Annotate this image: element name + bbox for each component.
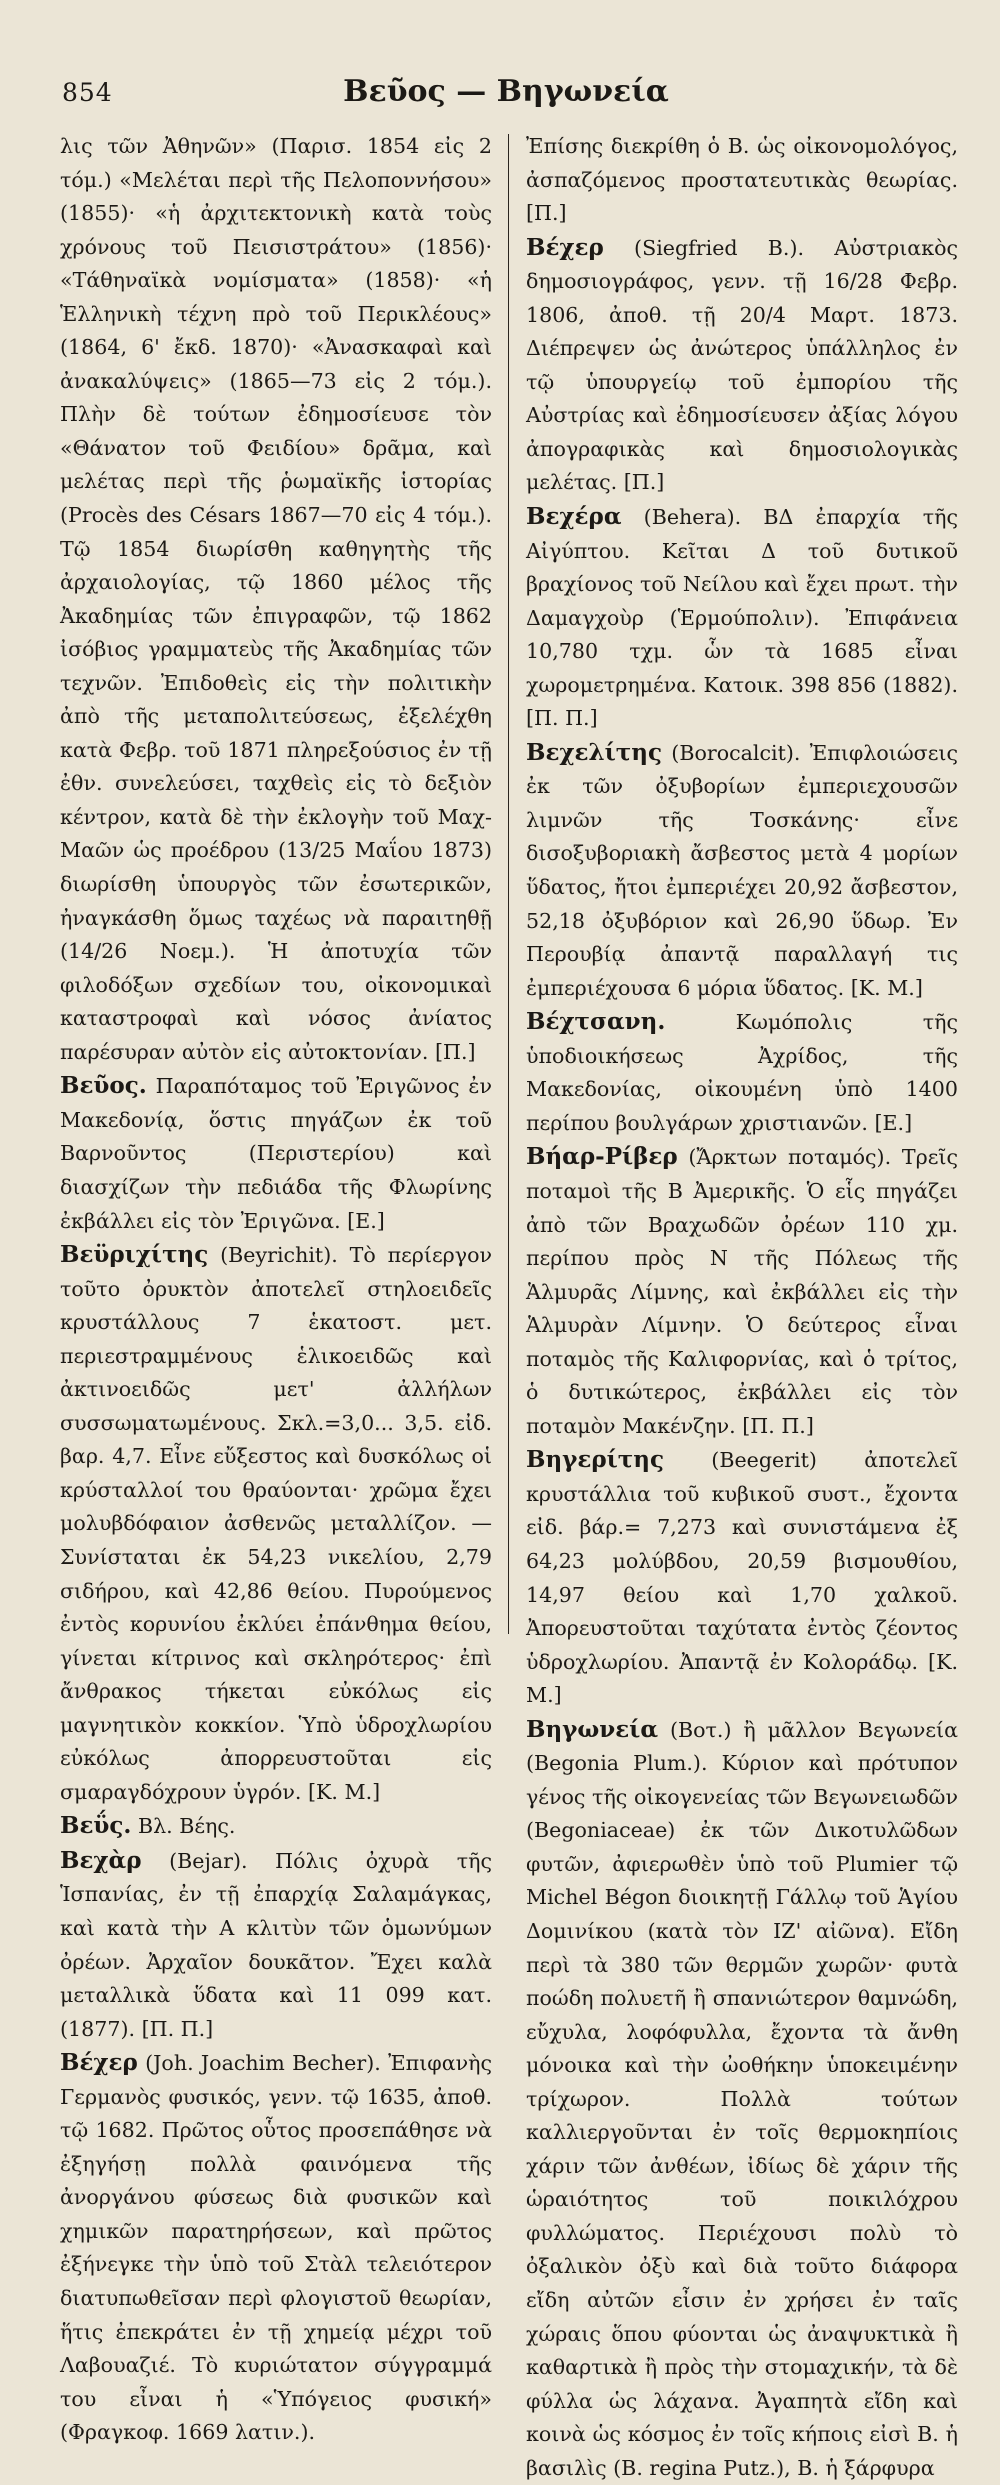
entry-headword: Βήαρ-Ρίβερ: [526, 1143, 678, 1171]
entry-text: (Behera). ΒΔ ἐπαρχία τῆς Αἰγύπτου. Κεῖται Δ τοῦ δυτικοῦ βραχίονος τοῦ Νείλου καὶ ἔχει πρωτ. τὴν Δαμαγχοὺρ (Ἑρμούπολιν). Ἐπιφάνεια 10,780 τχμ. ὧν τὰ 1685 εἶναι χωρομετρημένα. Κατοικ. 398 856 (1882). [Π. Π.]: [526, 505, 958, 731]
entry-bear-river: [526, 1140, 958, 1443]
entry-beegerit: [526, 1443, 958, 1712]
entry-veus: [60, 1069, 492, 1238]
entry-bechtsani: [526, 1005, 958, 1140]
entry-headword: Βηγερίτης: [526, 1446, 664, 1474]
running-head: Βεῦος — Βηγωνεία: [343, 74, 669, 109]
entry-text: (Bejar). Πόλις ὀχυρὰ τῆς Ἱσπανίας, ἐν τῇ ἐπαρχίᾳ Σαλαμάγκας, καὶ κατὰ τὴν Α κλιτὺν τῶν ὁμωνύμων ὀρέων. Ἀρχαῖον δουκᾶτον. Ἔχει καλὰ μεταλλικὰ ὕδατα καὶ 11 099 κατ. (1877). [Π. Π.]: [60, 1848, 492, 2041]
entry-begonia: [526, 1713, 958, 2485]
entry-beyrichit: [60, 1238, 492, 1809]
entry-veys: [60, 1809, 492, 1844]
right-column: [526, 130, 958, 2480]
entry-headword: Βεχέρα: [526, 503, 622, 531]
entry-headword: Βέχερ: [60, 2049, 138, 2077]
entry-behera: [526, 500, 958, 736]
entry-headword: Βεϋριχίτης: [60, 1241, 209, 1269]
entry-text: Βλ. Βέης.: [131, 1814, 236, 1839]
entry-bejar: [60, 1844, 492, 2046]
entry-text: (Borocalcit). Ἐπιφλοιώσεις ἐκ τῶν ὀξυβορίων ἐμπεριεχουσῶν λιμνῶν τῆς Τοσκάνης· εἶνε δισοξυβοριακὴ ἄσβεστος μετὰ 4 μορίων ὕδατος, ἤτοι ἐμπεριέχει 20,92 ἄσβεστον, 52,18 ὀξυβόριον καὶ 26,90 ὕδωρ. Ἐν Περουβίᾳ ἀπαντᾷ παραλλαγή τις ἐμπεριέχουσα 6 μόρια ὕδατος. [Κ. Μ.]: [526, 740, 958, 1000]
entry-becher-continuation: [526, 130, 958, 231]
entry-text: Ἐπίσης διεκρίθη ὁ Β. ὡς οἰκονομολόγος, ἀσπαζόμενος προστατευτικὰς θεωρίας. [Π.]: [526, 134, 958, 226]
entry-text: Παραπόταμος τοῦ Ἐριγῶνος ἐν Μακεδονίᾳ, ὅστις πηγάζων ἐκ τοῦ Βαρνοῦντος (Περιστερίου) καὶ διασχίζων τὴν πεδιάδα τῆς Φλωρίνης ἐκβάλλει εἰς τὸν Ἐριγῶνα. [Ε.]: [60, 1074, 492, 1233]
entry-becher-siegfried: [526, 231, 958, 500]
page-number: 854: [62, 78, 113, 107]
entry-headword: Βεΰς.: [60, 1812, 132, 1840]
entry-text: (Ἄρκτων ποταμός). Τρεῖς ποταμοὶ τῆς Β Ἀμερικῆς. Ὁ εἷς πηγάζει ἀπὸ τῶν Βραχωδῶν ὀρέων 110 χμ. περίπου πρὸς Ν τῆς Πόλεως τῆς Ἁλμυρᾶς Λίμνης, καὶ ἐκβάλλει εἰς τὴν Ἁλμυρὰν Λίμνην. Ὁ δεύτερος εἶναι ποταμὸς τῆς Καλιφορνίας, καὶ ὁ τρίτος, ὁ δυτικώτερος, ἐκβάλλει εἰς τὸν ποταμὸν Μακένζην. [Π. Π.]: [526, 1145, 958, 1438]
entry-text: (Βοτ.) ἢ μᾶλλον Βεγωνεία (Begonia Plum.). Κύριον καὶ πρότυπον γένος τῆς οἰκογενείας τῶν Βεγωνειωδῶν (Begoniaceae) ἐκ τῶν Δικοτυλῶδων φυτῶν, ἀφιερωθὲν ὑπὸ τοῦ Plumier τῷ Michel Bégon διοικητῇ Γάλλῳ τοῦ Ἁγίου Δομινίκου (κατὰ τὸν ΙΖ' αἰῶνα). Εἴδη περὶ τὰ 380 τῶν θερμῶν χωρῶν· φυτὰ ποώδη πολυετῆ ἢ σπανιώτερον θαμνώδη, εὔχυλα, λοφόφυλλα, ἔχοντα τὰ ἄνθη μόνοικα καὶ τὴν ὠοθήκην ὑποκειμένην τρίχωρον. Πολλὰ τούτων καλλιεργοῦνται ἐν τοῖς θερμοκηπίοις χάριν τῶν ἀνθέων, ἰδίως δὲ χάριν τῆς ὡραιότητος τοῦ ποικιλόχρου φυλλώματος. Περιέχουσι πολὺ τὸ ὀξαλικὸν ὀξὺ καὶ διὰ τοῦτο διάφορα εἴδη αὐτῶν εἶσιν ἐν χρήσει ἐν ταῖς χώραις ὅπου φύονται ὡς ἀναψυκτικὰ ἢ καθαρτικὰ ἢ πρὸς τὴν στομαχικήν, τὰ δὲ φύλλα ὡς λάχανα. Ἀγαπητὰ εἴδη καὶ κοινὰ ὡς κόσμος ἐν τοῖς κήποις εἰσὶ Β. ἡ βασιλὶς (B. regina Putz.), Β. ἡ ξάρφυρα: [526, 1717, 958, 2480]
page-header: [62, 74, 950, 118]
entry-text: (Joh. Joachim Becher). Ἐπιφανὴς Γερμανὸς φυσικός, γενν. τῷ 1635, ἀποθ. τῷ 1682. Πρῶτος οὗτος προσεπάθησε νὰ ἐξηγήσῃ πολλὰ φαινόμενα τῆς ἀνοργάνου φύσεως διὰ φυσικῶν καὶ χημικῶν παρατηρήσεων, καὶ πρῶτος ἐξήνεγκε τὴν ὑπὸ τοῦ Στὰλ τελειότερον διατυπωθεῖσαν περὶ φλογιστοῦ θεωρίαν, ἥτις ἐπεκράτει ἐν τῇ χημείᾳ μέχρι τοῦ Λαβουαζιέ. Τὸ κυριώτατον σύγγραμμά του εἶναι ἡ «Ὑπόγειος φυσική» (Φραγκοφ. 1669 λατιν.).: [60, 2051, 492, 2445]
entry-headword: Βέχερ: [526, 233, 604, 261]
entry-becher: [60, 2046, 492, 2450]
entry-text: Κωμόπολις τῆς ὑποδιοικήσεως Ἀχρίδος, τῆς Μακεδονίας, οἰκουμένη ὑπὸ 1400 περίπου βουλγάρων χριστιανῶν. [Ε.]: [526, 1010, 958, 1135]
left-column: [60, 130, 492, 2445]
entry-headword: Βεχὰρ: [60, 1846, 142, 1874]
entry-headword: Βεῦος.: [60, 1072, 147, 1100]
entry-headword: Βέχτσανη.: [526, 1008, 666, 1036]
entry-continuation: [60, 130, 492, 1069]
entry-text: (Beyrichit). Τὸ περίεργον τοῦτο ὀρυκτὸν ἀποτελεῖ στηλοειδεῖς κρυστάλλους 7 ἑκατοστ. μετ. περιεστραμμένους ἑλικοειδῶς καὶ ἀκτινοειδῶς μετ' ἀλλήλων συσσωματωμένους. Σκλ.=3,0... 3,5. εἰδ. βαρ. 4,7. Εἶνε εὔξεστος καὶ δυσκόλως οἱ κρύσταλλοί του θραύονται· χρῶμα ἔχει μολυβδόφαιον ἀσθενῶς μεταλλίζον. — Συνίσταται ἐκ 54,23 νικελίου, 2,79 σιδήρου, καὶ 42,86 θείου. Πυρούμενος ἐντὸς κορυνίου ἐκλύει ἐπάνθημα θείου, γίνεται κίτρινος καὶ σκληρότερος· ἐπὶ ἄνθρακος τήκεται εὐκόλως εἰς μαγνητικὸν κοκκίον. Ὑπὸ ὑδροχλωρίου εὐκόλως ἀπορρευστοῦται εἰς σμαραγδόχρουν ὑγρόν. [Κ. Μ.]: [60, 1243, 492, 1804]
entry-text: λις τῶν Ἀθηνῶν» (Παρισ. 1854 εἰς 2 τόμ.) «Μελέται περὶ τῆς Πελοποννήσου» (1855)· «ἡ ἀρχιτεκτονικὴ κατὰ τοὺς χρόνους τοῦ Πεισιστράτου» (1856)· «Τάθηναϊκὰ νομίσματα» (1858)· «ἡ Ἑλληνικὴ τέχνη πρὸ τοῦ Περικλέους» (1864, 6' ἔκδ. 1870)· «Ἀνασκαφαὶ καὶ ἀνακαλύψεις» (1865—73 εἰς 2 τόμ.). Πλὴν δὲ τούτων ἐδημοσίευσε τὸν «Θάνατον τοῦ Φειδίου» δρᾶμα, καὶ μελέτας περὶ τῆς ῥωμαϊκῆς ἱστορίας (Procès des Césars 1867—70 εἰς 4 τόμ.). Τῷ 1854 διωρίσθη καθηγητὴς τῆς ἀρχαιολογίας, τῷ 1860 μέλος τῆς Ἀκαδημίας τῶν ἐπιγραφῶν, τῷ 1862 ἰσόβιος γραμματεὺς τῆς Ἀκαδημίας τῶν τεχνῶν. Ἐπιδοθεὶς εἰς τὴν πολιτικὴν ἀπὸ τῆς μεταπολιτεύσεως, ἐξελέχθη κατὰ Φεβρ. τοῦ 1871 πληρεξούσιος ἐν τῇ ἐθν. συνελεύσει, ταχθεὶς εἰς τὸ δεξιὸν κέντρον, κατὰ δὲ τὴν ἐκλογὴν τοῦ Μαχ-Μαῶν ὡς προέδρου (13/25 Μαΐου 1873) διωρίσθη ὑπουργὸς τῶν ἐσωτερικῶν, ἠναγκάσθη ὅμως ταχέως νὰ παραιτηθῇ (14/26 Νοεμ.). Ἡ ἀποτυχία τῶν φιλοδόξων σχεδίων του, οἰκονομικαὶ καταστροφαὶ καὶ νόσος ἀνίατος παρέσυραν αὐτὸν εἰς αὐτοκτονίαν. [Π.]: [60, 134, 492, 1064]
entry-text: (Siegfried B.). Αὐστριακὸς δημοσιογράφος, γενν. τῇ 16/28 Φεβρ. 1806, ἀποθ. τῇ 20/4 Μαρτ. 1873. Διέπρεψεν ὡς ἀνώτερος ὑπάλληλος ἐν τῷ ὑπουργείῳ τοῦ ἐμπορίου τῆς Αὐστρίας καὶ ἐδημοσίευσεν ἀξίας λόγου ἀπογραφικὰς καὶ δημοσιολογικὰς μελέτας. [Π.]: [526, 235, 958, 495]
entry-headword: Βεχελίτης: [526, 738, 662, 766]
entry-headword: Βηγωνεία: [526, 1715, 659, 1743]
entry-text: (Beegerit) ἀποτελεῖ κρυστάλλια τοῦ κυβικοῦ συστ., ἔχοντα εἰδ. βάρ.= 7,273 καὶ συνιστάμενα ἐξ 64,23 μολύβδου, 20,59 βισμουθίου, 14,97 θείου καὶ 1,70 χαλκοῦ. Ἀπορευστοῦται ταχύτατα ἐντὸς ζέοντος ὑδροχλωρίου. Ἀπαντᾷ ἐν Κολοράδῳ. [Κ. Μ.]: [526, 1448, 958, 1708]
entry-borocalcit: [526, 736, 958, 1005]
column-divider: [508, 134, 509, 1634]
